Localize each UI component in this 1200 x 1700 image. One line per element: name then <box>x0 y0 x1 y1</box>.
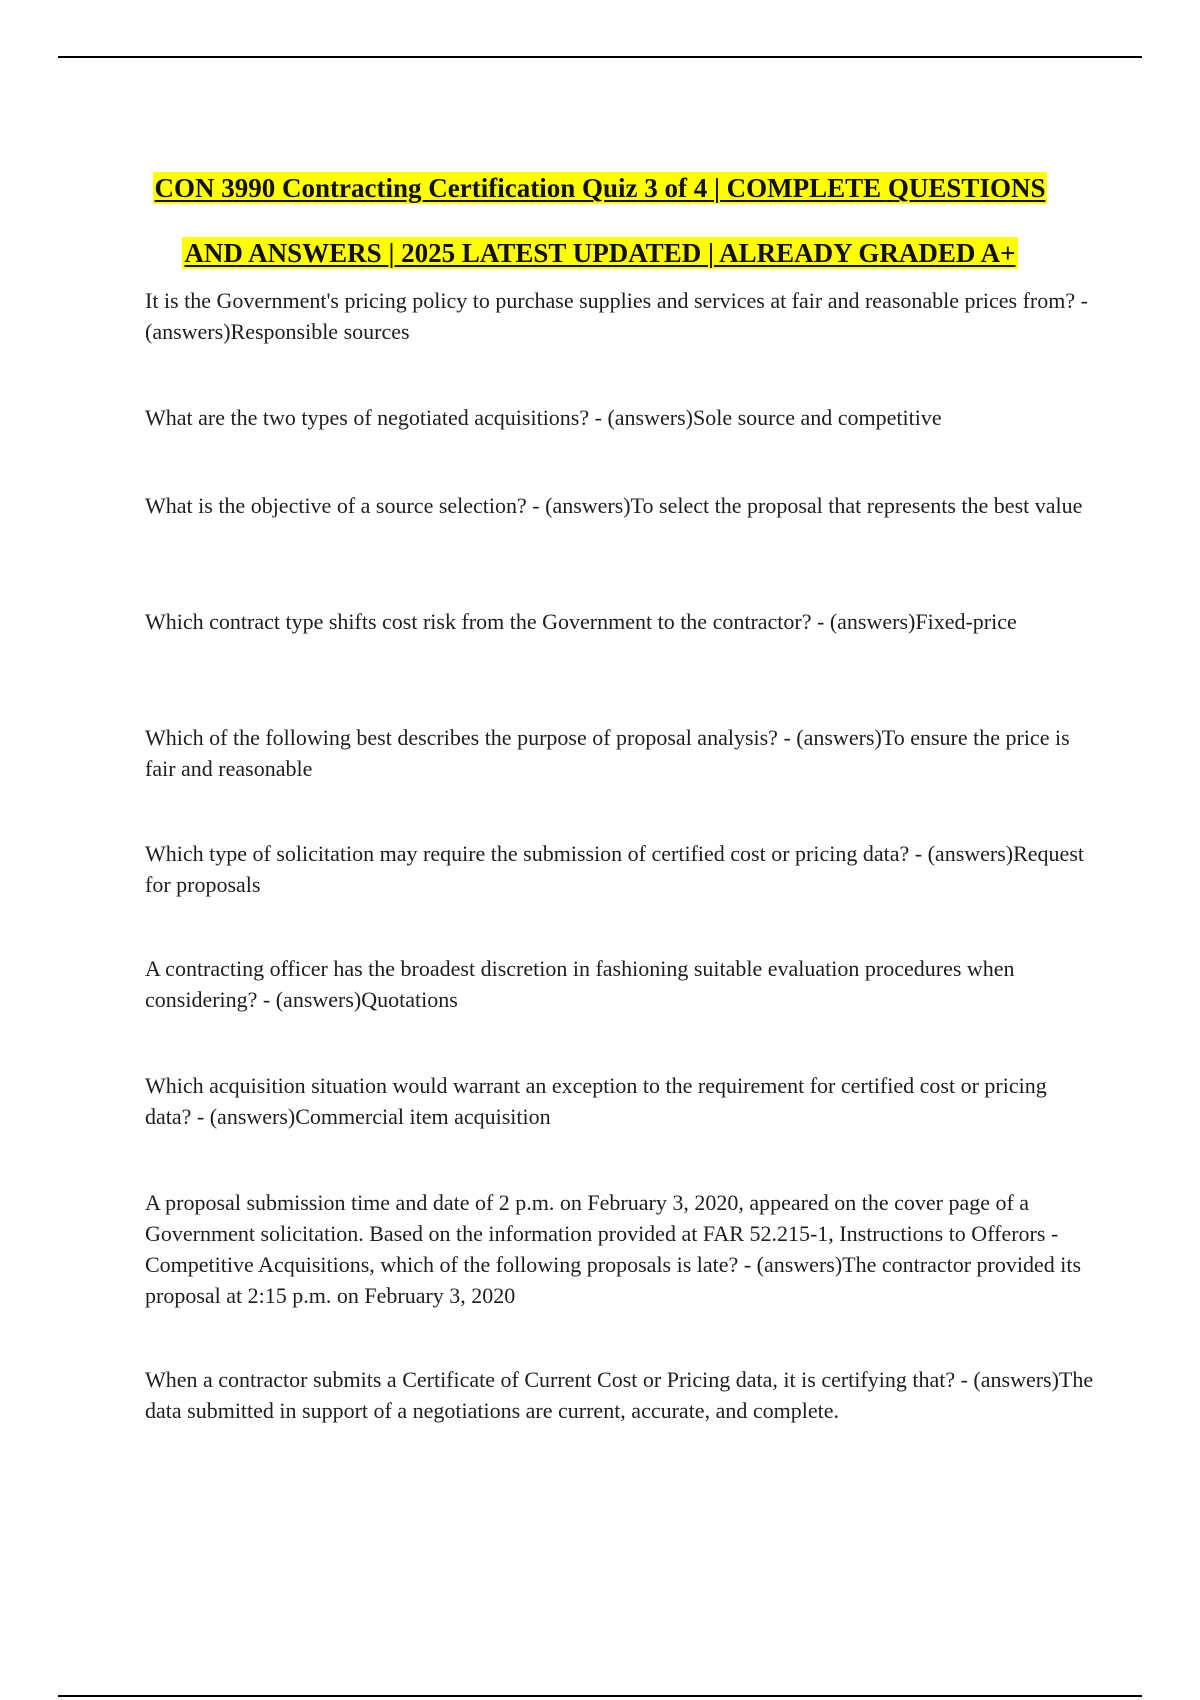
qa-item-2: What are the two types of negotiated acquisitions? - (answers)Sole source and competitive <box>145 405 942 430</box>
qa-item-8: Which acquisition situation would warrant an exception to the requirement for certified cost or pricing data? - (answers)Commercial item acquisition <box>145 1073 1047 1129</box>
bottom-rule <box>58 1695 1142 1697</box>
qa-item-3: What is the objective of a source selection? - (answers)To select the proposal that represents the best value <box>145 493 1083 518</box>
title-line-1: CON 3990 Contracting Certification Quiz 3 of 4 | COMPLETE QUESTIONS <box>154 173 1046 204</box>
title-line-2: AND ANSWERS | 2025 LATEST UPDATED | ALREADY GRADED A+ <box>184 238 1016 269</box>
document-title <box>100 156 1100 286</box>
qa-item-4: Which contract type shifts cost risk from the Government to the contractor? - (answers)Fixed-price <box>145 609 1017 634</box>
qa-item-10: When a contractor submits a Certificate of Current Cost or Pricing data, it is certifying that? - (answers)The data submitted in support of a negotiations are current, accurate, and complete. <box>145 1367 1094 1423</box>
qa-item-1: It is the Government's pricing policy to purchase supplies and services at fair and reasonable prices from? - (answers)Responsible sources <box>145 288 1088 344</box>
qa-item-9: A proposal submission time and date of 2 p.m. on February 3, 2020, appeared on the cover page of a Government solicitation. Based on the information provided at FAR 52.215-1, Instructions to Offerors - Competitive Acquisitions, which of the following proposals is late? - (answers)The contractor provided its proposal at 2:15 p.m. on February 3, 2020 <box>145 1190 1082 1308</box>
qa-item-6: Which type of solicitation may require the submission of certified cost or pricing data? - (answers)Request for proposals <box>145 841 1084 897</box>
qa-item-5: Which of the following best describes the purpose of proposal analysis? - (answers)To ensure the price is fair and reasonable <box>145 725 1070 781</box>
qa-item-7: A contracting officer has the broadest discretion in fashioning suitable evaluation procedures when considering? - (answers)Quotations <box>145 956 1015 1012</box>
top-rule <box>58 56 1142 58</box>
